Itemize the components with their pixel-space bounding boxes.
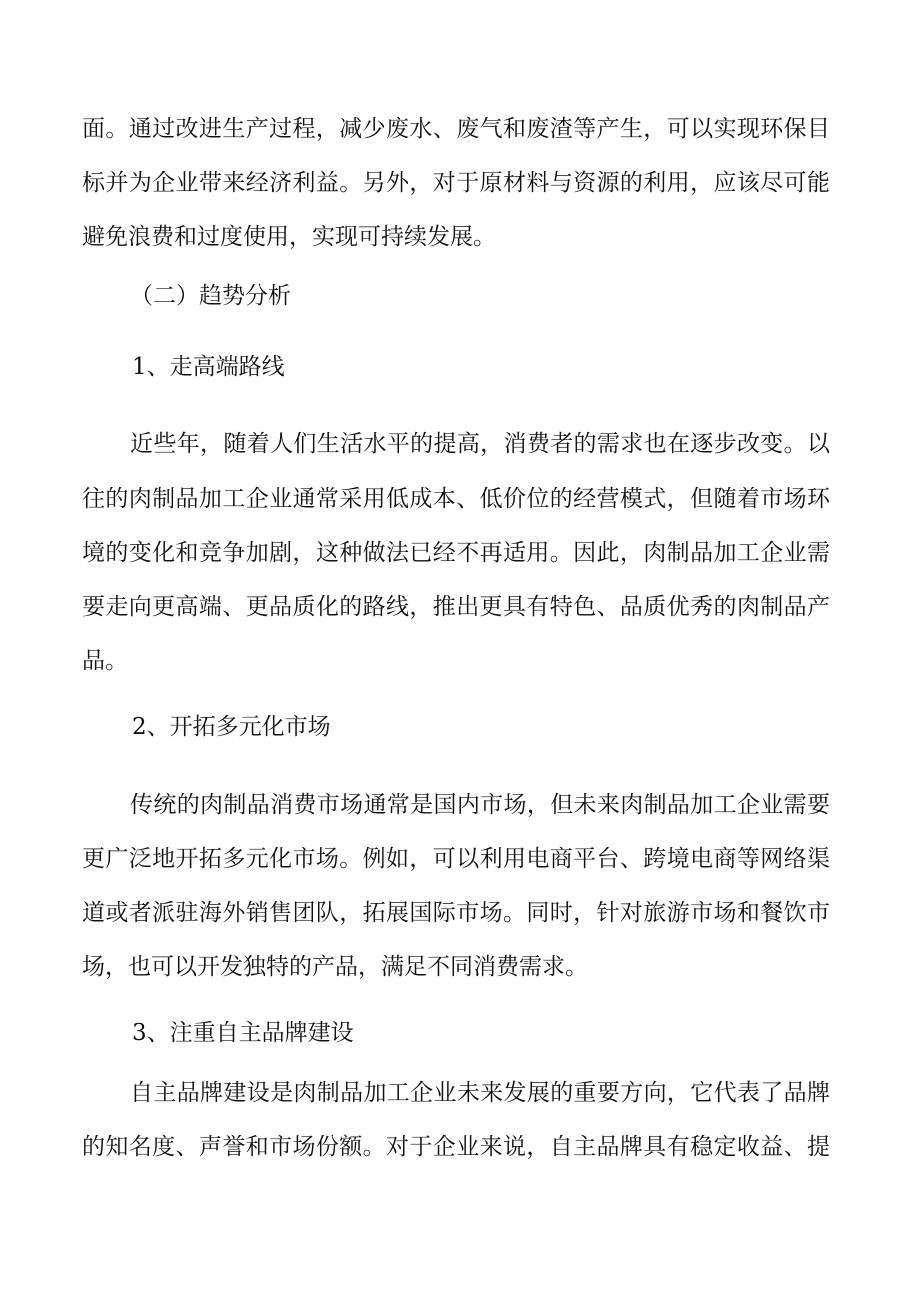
paragraph-line: 境的变化和竞争加剧，这种做法已经不再适用。因此，肉制品加工企业需 xyxy=(82,540,830,566)
paragraph-line: 避免浪费和过度使用，实现可持续发展。 xyxy=(82,224,496,250)
paragraph-line: 品。 xyxy=(82,648,128,674)
paragraph-line: 的知名度、声誉和市场份额。对于企业来说，自主品牌具有稳定收益、提 xyxy=(82,1134,830,1160)
paragraph-line: 面。通过改进生产过程，减少废水、废气和废渣等产生，可以实现环保目 xyxy=(82,116,830,142)
paragraph-line: 往的肉制品加工企业通常采用低成本、低价位的经营模式，但随着市场环 xyxy=(82,486,830,512)
paragraph-line: 自主品牌建设是肉制品加工企业未来发展的重要方向，它代表了品牌 xyxy=(130,1080,830,1106)
paragraph-line: 近些年，随着人们生活水平的提高，消费者的需求也在逐步改变。以 xyxy=(130,431,830,457)
paragraph-line: 标并为企业带来经济利益。另外，对于原材料与资源的利用，应该尽可能 xyxy=(82,170,830,196)
paragraph-line: 更广泛地开拓多元化市场。例如，可以利用电商平台、跨境电商等网络渠 xyxy=(82,846,830,872)
item-heading: 3、注重自主品牌建设 xyxy=(132,1020,354,1046)
section-heading: （二）趋势分析 xyxy=(130,283,291,309)
item-heading: 1、走高端路线 xyxy=(132,354,285,380)
paragraph-line: 传统的肉制品消费市场通常是国内市场，但未来肉制品加工企业需要 xyxy=(130,792,830,818)
paragraph-line: 场，也可以开发独特的产品，满足不同消费需求。 xyxy=(82,954,588,980)
paragraph-line: 要走向更高端、更品质化的路线，推出更具有特色、品质优秀的肉制品产 xyxy=(82,594,830,620)
paragraph-line: 道或者派驻海外销售团队，拓展国际市场。同时，针对旅游市场和餐饮市 xyxy=(82,900,830,926)
item-heading: 2、开拓多元化市场 xyxy=(132,714,331,740)
